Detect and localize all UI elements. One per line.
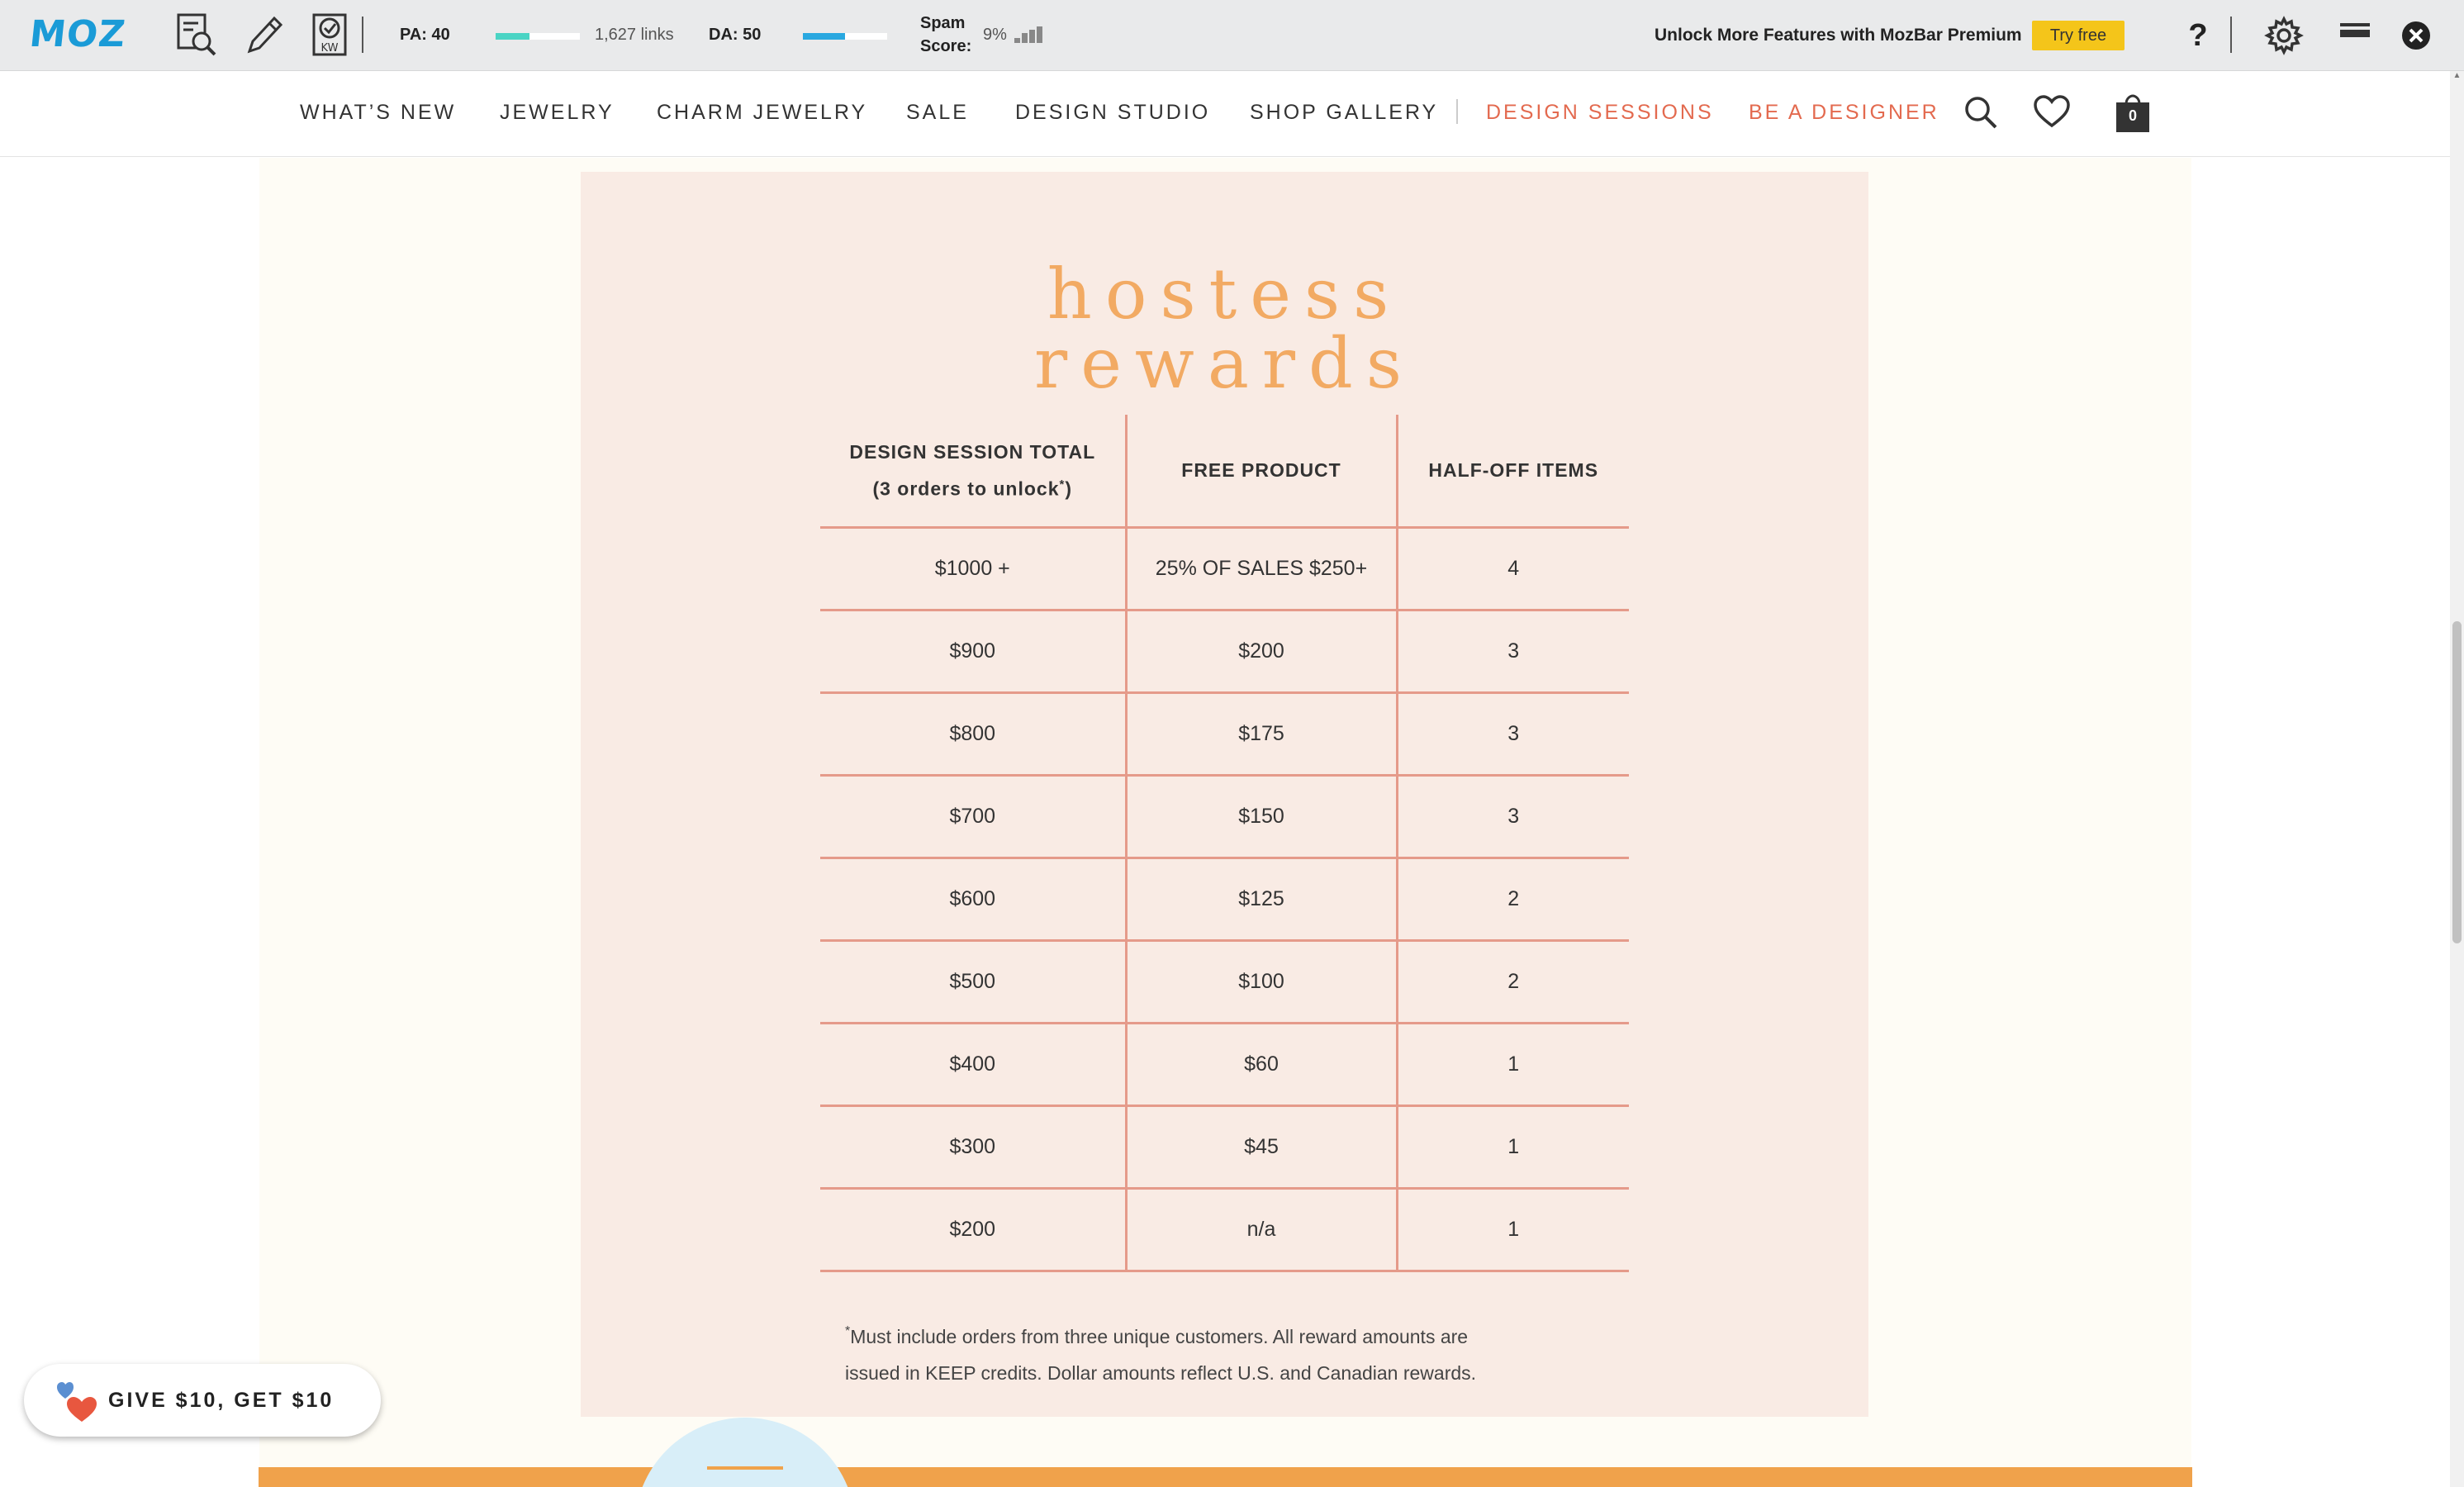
cell-total: $1000 + — [820, 527, 1126, 610]
table-row — [820, 1023, 1629, 1105]
spam-score-label: Spam Score: — [920, 14, 972, 55]
cell-total: $300 — [820, 1105, 1126, 1188]
search-icon[interactable] — [1959, 91, 2002, 134]
cell-free-product: $100 — [1126, 940, 1397, 1023]
page-analysis-icon[interactable] — [173, 10, 220, 59]
mozbar-toolbar — [0, 0, 2464, 71]
nav-design-sessions[interactable]: DESIGN SESSIONS — [1486, 101, 1714, 124]
cell-total: $200 — [820, 1188, 1126, 1271]
cell-half-off: 4 — [1397, 527, 1629, 610]
referral-promo-label: GIVE $10, GET $10 — [108, 1389, 335, 1412]
keyword-check-icon[interactable] — [307, 10, 354, 59]
table-row — [820, 858, 1629, 940]
nav-be-a-designer[interactable]: BE A DESIGNER — [1749, 101, 1939, 124]
cell-half-off: 3 — [1397, 692, 1629, 775]
cell-free-product: $125 — [1126, 858, 1397, 940]
cell-total: $600 — [820, 858, 1126, 940]
table-row — [820, 610, 1629, 692]
nav-sale[interactable]: SALE — [906, 101, 969, 124]
nav-charm-jewelry[interactable]: CHARM JEWELRY — [657, 101, 868, 124]
site-navigation — [0, 71, 2450, 157]
page-authority: PA: 40 — [400, 26, 450, 44]
cell-total: $900 — [820, 610, 1126, 692]
heart-icon[interactable] — [2030, 91, 2073, 134]
help-icon[interactable]: ? — [2188, 18, 2208, 53]
cell-half-off: 3 — [1397, 775, 1629, 858]
table-row — [820, 1188, 1629, 1271]
cell-total: $500 — [820, 940, 1126, 1023]
cell-free-product: $175 — [1126, 692, 1397, 775]
spam-score-value: 9% — [983, 26, 1007, 44]
nav-whats-new[interactable]: WHAT’S NEW — [300, 101, 457, 124]
rewards-table — [820, 415, 1629, 1272]
close-icon[interactable] — [2395, 15, 2437, 56]
rewards-title-line-2: rewards — [1034, 323, 1415, 404]
toolbar-divider — [2230, 17, 2232, 53]
cell-free-product: $45 — [1126, 1105, 1397, 1188]
nav-jewelry[interactable]: JEWELRY — [500, 101, 615, 124]
cell-half-off: 2 — [1397, 940, 1629, 1023]
table-row — [820, 1105, 1629, 1188]
svg-text:KW: KW — [320, 42, 339, 55]
cell-total: $800 — [820, 692, 1126, 775]
cell-free-product: $200 — [1126, 610, 1397, 692]
cell-free-product: 25% OF SALES $250+ — [1126, 527, 1397, 610]
table-row — [820, 940, 1629, 1023]
moz-logo[interactable]: MOZ — [27, 13, 128, 55]
spam-score-bars — [1014, 25, 1042, 43]
shopping-bag-icon[interactable] — [2111, 91, 2154, 134]
pa-meter — [496, 33, 580, 40]
try-free-button[interactable]: Try free — [2032, 21, 2125, 50]
domain-authority: DA: 50 — [709, 26, 762, 44]
rewards-title-line-1: hostess — [1047, 254, 1403, 335]
cell-half-off: 1 — [1397, 1105, 1629, 1188]
header-design-session-total: DESIGN SESSION TOTAL (3 orders to unlock*) — [820, 415, 1126, 527]
premium-promo-text: Unlock More Features with MozBar Premium — [1655, 26, 2022, 45]
page-scrollbar[interactable] — [2450, 71, 2464, 1487]
nav-shop-gallery[interactable]: SHOP GALLERY — [1250, 101, 1439, 124]
hearts-icon — [54, 1377, 102, 1425]
cell-total: $400 — [820, 1023, 1126, 1105]
cart-count: 0 — [2128, 107, 2137, 124]
cell-total: $700 — [820, 775, 1126, 858]
cell-half-off: 1 — [1397, 1023, 1629, 1105]
table-header-row — [820, 415, 1629, 527]
table-row — [820, 692, 1629, 775]
links-count[interactable]: 1,627 links — [595, 26, 674, 44]
header-free-product: FREE PRODUCT — [1126, 415, 1397, 527]
nav-design-studio[interactable]: DESIGN STUDIO — [1015, 101, 1211, 124]
cell-half-off: 3 — [1397, 610, 1629, 692]
section-divider-strip — [259, 1467, 2192, 1487]
da-meter — [803, 33, 887, 40]
table-row — [820, 527, 1629, 610]
gear-icon[interactable] — [2263, 15, 2305, 56]
highlighter-icon[interactable] — [241, 10, 287, 59]
referral-promo-button[interactable] — [24, 1364, 381, 1437]
minimize-icon[interactable] — [2334, 15, 2376, 56]
scroll-up-arrow-icon[interactable]: ▲ — [2452, 71, 2462, 80]
cell-free-product: n/a — [1126, 1188, 1397, 1271]
table-row — [820, 775, 1629, 858]
cell-free-product: $150 — [1126, 775, 1397, 858]
cell-free-product: $60 — [1126, 1023, 1397, 1105]
toolbar-divider — [362, 17, 363, 53]
scrollbar-thumb[interactable] — [2452, 621, 2462, 943]
rewards-footnote: *Must include orders from three unique customers. All reward amounts are issued in KEEP credits. Dollar amounts reflect U.S. and Canadian rewards. — [845, 1324, 1477, 1384]
cell-half-off: 2 — [1397, 858, 1629, 940]
header-half-off-items: HALF-OFF ITEMS — [1397, 415, 1629, 527]
cell-half-off: 1 — [1397, 1188, 1629, 1271]
nav-divider — [1456, 99, 1458, 124]
